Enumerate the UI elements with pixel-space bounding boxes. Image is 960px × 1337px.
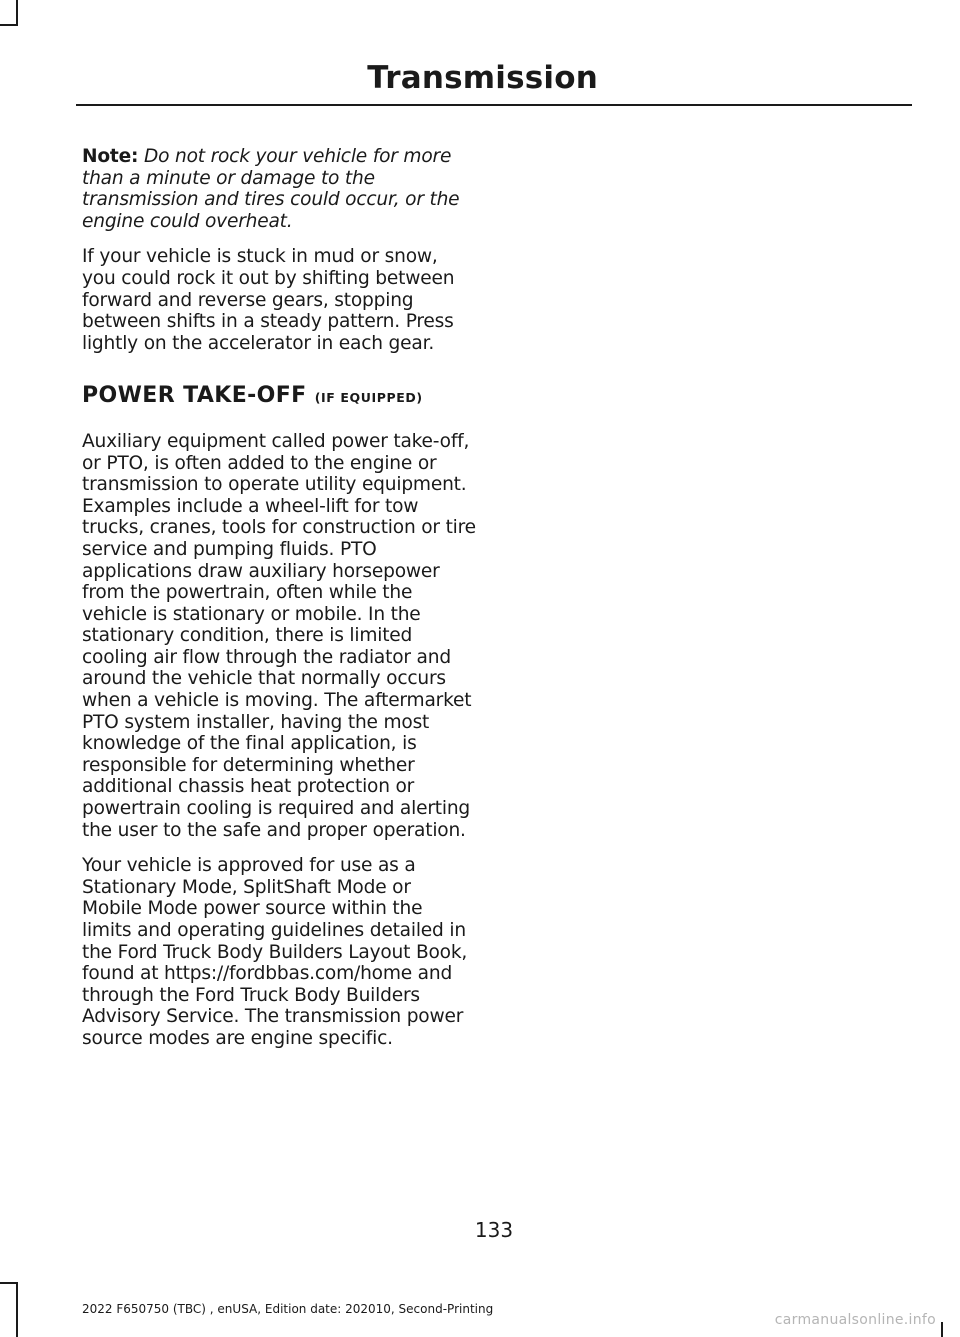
note-paragraph [82, 146, 476, 232]
section-heading-qualifier: (IF EQUIPPED) [314, 390, 423, 406]
page-title: Transmission [367, 60, 598, 96]
watermark: carmanualsonline.info [774, 1312, 936, 1328]
note-text: Do not rock your vehicle for more than a minute or damage to the transmission and tires could occur, or the engine could overheat. [82, 146, 460, 232]
crop-mark-top-left-h [0, 24, 18, 26]
crop-mark-bottom-left-v [16, 1282, 18, 1337]
crop-mark-top-left-v [16, 0, 18, 26]
intro-paragraph: If your vehicle is stuck in mud or snow, you could rock it out by shifting between forward and reverse gears, stopping between shifts in a steady pattern. Press lightly on the accelerator in each gear. [82, 246, 455, 354]
pto-paragraph-2: Your vehicle is approved for use as a Stationary Mode, SplitShaft Mode or Mobile Mode power source within the limits and operating guidelines detailed in the Ford Truck Body Builders Layout Book, found at https://fordbbas.com/home and through the Ford Truck Body Builders Advisory Service. The transmission power source modes are engine specific. [82, 855, 468, 1049]
crop-mark-bottom-right-v [941, 1322, 943, 1337]
section-heading-title: POWER TAKE-OFF [82, 383, 307, 409]
pto-paragraph-1: Auxiliary equipment called power take-off, or PTO, is often added to the engine or transmission to operate utility equipment. Examples include a wheel-lift for tow trucks, cranes, tools for construction or tire service and pumping fluids. PTO applications draw auxiliary horsepower from the powertrain, often while the vehicle is stationary or mobile. In the stationary condition, there is limited cooling air flow through the radiator and around the vehicle that normally occurs when a vehicle is moving. The aftermarket PTO system installer, having the most knowledge of the final application, is responsible for determining whether additional chassis heat protection or powertrain cooling is required and alerting the user to the safe and proper operation. [82, 430, 476, 841]
crop-mark-bottom-left-h [0, 1282, 18, 1284]
footer-edition-info: 2022 F650750 (TBC) , enUSA, Edition date: 202010, Second-Printing [82, 1302, 494, 1316]
content-column [82, 146, 476, 1064]
note-label: Note: [82, 146, 139, 167]
section-heading [82, 385, 476, 409]
header-divider [76, 104, 912, 106]
page-number: 133 [474, 1218, 514, 1242]
